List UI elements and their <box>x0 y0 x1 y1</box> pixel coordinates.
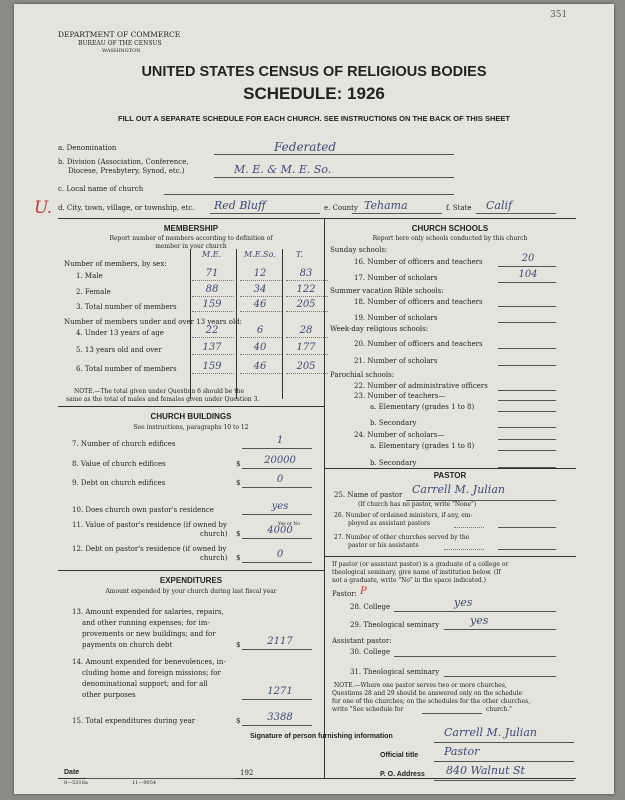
school-row-label: b. Secondary <box>370 459 417 467</box>
division-value: M. E. & M. E. So. <box>234 163 332 176</box>
membership-row-label: Number of members, by sex: <box>64 260 167 268</box>
q15-text: 15. Total expenditures during year <box>72 717 196 725</box>
building-row-label: 12. Debt on pastor's residence (if owned by <box>72 545 227 553</box>
membership-value: 205 <box>296 299 316 310</box>
membership-row-label: 6. Total number of members <box>76 365 177 373</box>
state-label: f. State <box>446 204 472 212</box>
building-row-label-2: church) <box>200 554 228 562</box>
membership-title: MEMBERSHIP <box>163 224 219 233</box>
school-row-label: Parochial schools: <box>330 371 395 379</box>
school-row-label: b. Secondary <box>370 419 417 427</box>
pastor-note-4: write "See schedule for <box>332 706 404 713</box>
membership-value: 122 <box>296 284 316 295</box>
membership-row-label: 5. 13 years old and over <box>76 346 162 354</box>
graduate-note-3: not a graduate, write "No" in the space indicated.) <box>332 577 486 584</box>
building-row-label-2: church) <box>200 530 228 538</box>
school-row-label: 20. Number of officers and teachers <box>354 340 483 348</box>
official-title-value: Pastor <box>444 745 480 758</box>
schedule-title: SCHEDULE: 1926 <box>243 84 385 103</box>
school-row-label: a. Elementary (grades 1 to 8) <box>370 403 475 411</box>
expenditures-sub: Amount expended by your church during last fiscal year <box>105 588 277 595</box>
signature-label: Signature of person furnishing information <box>250 733 393 740</box>
membership-value: 88 <box>205 284 219 295</box>
school-row-label: Week-day religious schools: <box>330 325 429 333</box>
membership-value: 46 <box>253 361 267 372</box>
building-row-label: 9. Debt on church edifices <box>72 479 166 487</box>
membership-note-1: NOTE.—The total given under Question 6 should be the <box>74 388 245 395</box>
graduate-note-1: If pastor (or assistant pastor) is a graduate of a college or <box>332 561 509 568</box>
membership-value: 137 <box>202 342 222 353</box>
buildings-sub: See instructions, paragraphs 10 to 12 <box>133 424 249 431</box>
membership-intro-2: member in your church <box>155 243 227 250</box>
q14-text: cluding home and foreign missions; for <box>82 669 221 677</box>
membership-value: 6 <box>256 325 264 336</box>
membership-value: 159 <box>202 299 222 310</box>
building-row-label: 10. Does church own pastor's residence <box>72 506 214 514</box>
membership-value: 40 <box>253 342 267 353</box>
school-row-label: 17. Number of scholars <box>354 274 438 282</box>
school-row-label: a. Elementary (grades 1 to 8) <box>370 442 475 450</box>
q26-label-2: ployed as assistant pastors <box>348 520 430 527</box>
q28-label: 28. College <box>350 603 391 611</box>
building-value: yes <box>271 501 289 512</box>
q13-text: payments on church debt <box>82 641 173 649</box>
q26-label-1: 26. Number of ordained ministers, if any, em- <box>334 512 473 519</box>
building-value: 20000 <box>264 455 296 466</box>
expenditures-title: EXPENDITURES <box>159 576 223 585</box>
city-name: WASHINGTON <box>102 48 141 54</box>
col-head-meso: M.E.So. <box>244 250 276 259</box>
school-row-label: 24. Number of scholars— <box>354 431 445 439</box>
pastor-label: Pastor: <box>332 590 357 598</box>
pastor-title: PASTOR <box>433 471 467 480</box>
school-row-label: 21. Number of scholars <box>354 357 438 365</box>
official-title-label: Official title <box>380 752 419 759</box>
school-row-label: 22. Number of administrative officers <box>354 382 488 390</box>
membership-row-label: 2. Female <box>76 288 111 296</box>
school-row-label: Sunday schools: <box>330 246 388 254</box>
q25-value: Carrell M. Julian <box>412 483 505 496</box>
q30-label: 30. College <box>350 648 391 656</box>
schools-title: CHURCH SCHOOLS <box>411 224 489 233</box>
building-value: 0 <box>276 474 284 485</box>
yes-no-caption: Yes or No <box>278 522 300 527</box>
county-label: e. County <box>324 204 358 212</box>
page-number: 351 <box>550 10 568 20</box>
bureau-name: BUREAU OF THE CENSUS <box>78 40 162 47</box>
dollar-sign: $ <box>236 479 241 487</box>
building-row-label: 8. Value of church edifices <box>72 460 166 468</box>
col-head-me: M.E. <box>202 250 222 259</box>
school-row-label: Summer vacation Bible schools: <box>330 287 444 295</box>
q27-label-1: 27. Number of other churches served by the <box>334 534 470 541</box>
building-value: 4000 <box>267 525 293 536</box>
dollar-sign: $ <box>236 530 241 538</box>
q25-note: (If church has no pastor, write "None") <box>358 501 477 508</box>
q13-text: 13. Amount expended for salaries, repairs, <box>72 608 224 616</box>
division-label-1: b. Division (Association, Conference, <box>58 158 189 166</box>
membership-value: 71 <box>205 268 219 279</box>
q15-value: 3388 <box>267 712 293 723</box>
school-value: 20 <box>521 253 535 264</box>
building-value: 0 <box>276 549 284 560</box>
pastor-note-2: Questions 28 and 29 should be answered only on the schedule <box>332 690 523 697</box>
q13-text: and other running expenses; for im- <box>82 619 210 627</box>
pastor-note-3: for one of the churches; on the schedules for the other churches, <box>332 698 531 705</box>
pastor-note-5: church." <box>486 706 512 713</box>
signature-value: Carrell M. Julian <box>444 726 537 739</box>
q29-label: 29. Theological seminary <box>350 621 440 629</box>
form-instruction: FILL OUT A SEPARATE SCHEDULE FOR EACH CHURCH. SEE INSTRUCTIONS ON THE BACK OF THIS SHEET <box>118 114 510 123</box>
membership-note-2: same as the total of males and females given under Question 3. <box>66 396 260 403</box>
form-title: UNITED STATES CENSUS OF RELIGIOUS BODIES <box>141 64 487 80</box>
q13-text: provements or new buildings; and for <box>82 630 216 638</box>
margin-mark: U. <box>34 198 53 218</box>
membership-intro-1: Report number of members according to definition of <box>109 235 273 242</box>
q27-label-2: pastor or his assistants <box>348 542 419 549</box>
membership-value: 22 <box>205 325 219 336</box>
q29-value: yes <box>470 614 489 627</box>
school-row-label: 23. Number of teachers— <box>354 392 446 400</box>
building-row-label: 11. Value of pastor's residence (if owned by <box>72 521 227 529</box>
buildings-title: CHURCH BUILDINGS <box>150 412 232 421</box>
membership-value: 177 <box>296 342 316 353</box>
assistant-pastor-label: Assistant pastor: <box>332 637 392 645</box>
pastor-mark: P <box>360 586 367 597</box>
date-year: 192 <box>240 769 254 777</box>
dollar-sign: $ <box>236 641 241 649</box>
q28-value: yes <box>454 596 473 609</box>
form-number: 8—5318a <box>64 780 88 786</box>
q14-value: 1271 <box>267 686 293 697</box>
school-row-label: 16. Number of officers and teachers <box>354 258 483 266</box>
membership-row-label: 4. Under 13 years of age <box>76 329 164 337</box>
graduate-note-2: theological seminary, give name of institution below. (If <box>332 569 501 576</box>
dollar-sign: $ <box>236 460 241 468</box>
building-value: 1 <box>276 435 284 446</box>
q25-label: 25. Name of pastor <box>334 491 403 499</box>
census-schedule-page <box>14 4 614 794</box>
print-number: 11—9054 <box>132 780 157 786</box>
membership-row-label: 3. Total number of members <box>76 303 177 311</box>
q14-text: denominational support; and for all <box>82 680 208 688</box>
membership-row-label: 1. Male <box>76 272 103 280</box>
q13-value: 2117 <box>267 636 293 647</box>
membership-value: 205 <box>296 361 316 372</box>
dollar-sign: $ <box>236 717 241 725</box>
membership-value: 159 <box>202 361 222 372</box>
membership-value: 83 <box>299 268 313 279</box>
city-value: Red Bluff <box>214 199 266 212</box>
dollar-sign: $ <box>236 554 241 562</box>
po-address-label: P. O. Address <box>380 771 425 778</box>
department-name: DEPARTMENT OF COMMERCE <box>58 30 181 39</box>
county-value: Tehama <box>364 199 408 212</box>
membership-row-label: Number of members under and over 13 years old: <box>64 318 243 326</box>
local-name-label: c. Local name of church <box>58 185 144 193</box>
state-value: Calif <box>486 199 513 212</box>
building-row-label: 7. Number of church edifices <box>72 440 176 448</box>
membership-value: 46 <box>253 299 267 310</box>
city-label: d. City, town, village, or township, etc. <box>58 204 195 212</box>
membership-value: 34 <box>253 284 267 295</box>
date-label: Date <box>64 769 80 776</box>
membership-value: 28 <box>299 325 313 336</box>
denomination-label: a. Denomination <box>58 144 117 152</box>
division-label-2: Diocese, Presbytery, Synod, etc.) <box>68 167 185 175</box>
school-row-label: 18. Number of officers and teachers <box>354 298 483 306</box>
denomination-value: Federated <box>274 140 337 154</box>
membership-value: 12 <box>253 268 267 279</box>
q14-text: other purposes <box>82 691 136 699</box>
po-address-value: 840 Walnut St <box>446 764 525 777</box>
schools-sub: Report here only schools conducted by this church <box>372 235 528 242</box>
q14-text: 14. Amount expended for benevolences, in- <box>72 658 226 666</box>
q31-label: 31. Theological seminary <box>350 668 440 676</box>
col-head-total: T. <box>296 250 303 259</box>
pastor-note-1: NOTE.—Where one pastor serves two or more churches, <box>334 682 507 689</box>
school-row-label: 19. Number of scholars <box>354 314 438 322</box>
school-value: 104 <box>518 269 538 280</box>
